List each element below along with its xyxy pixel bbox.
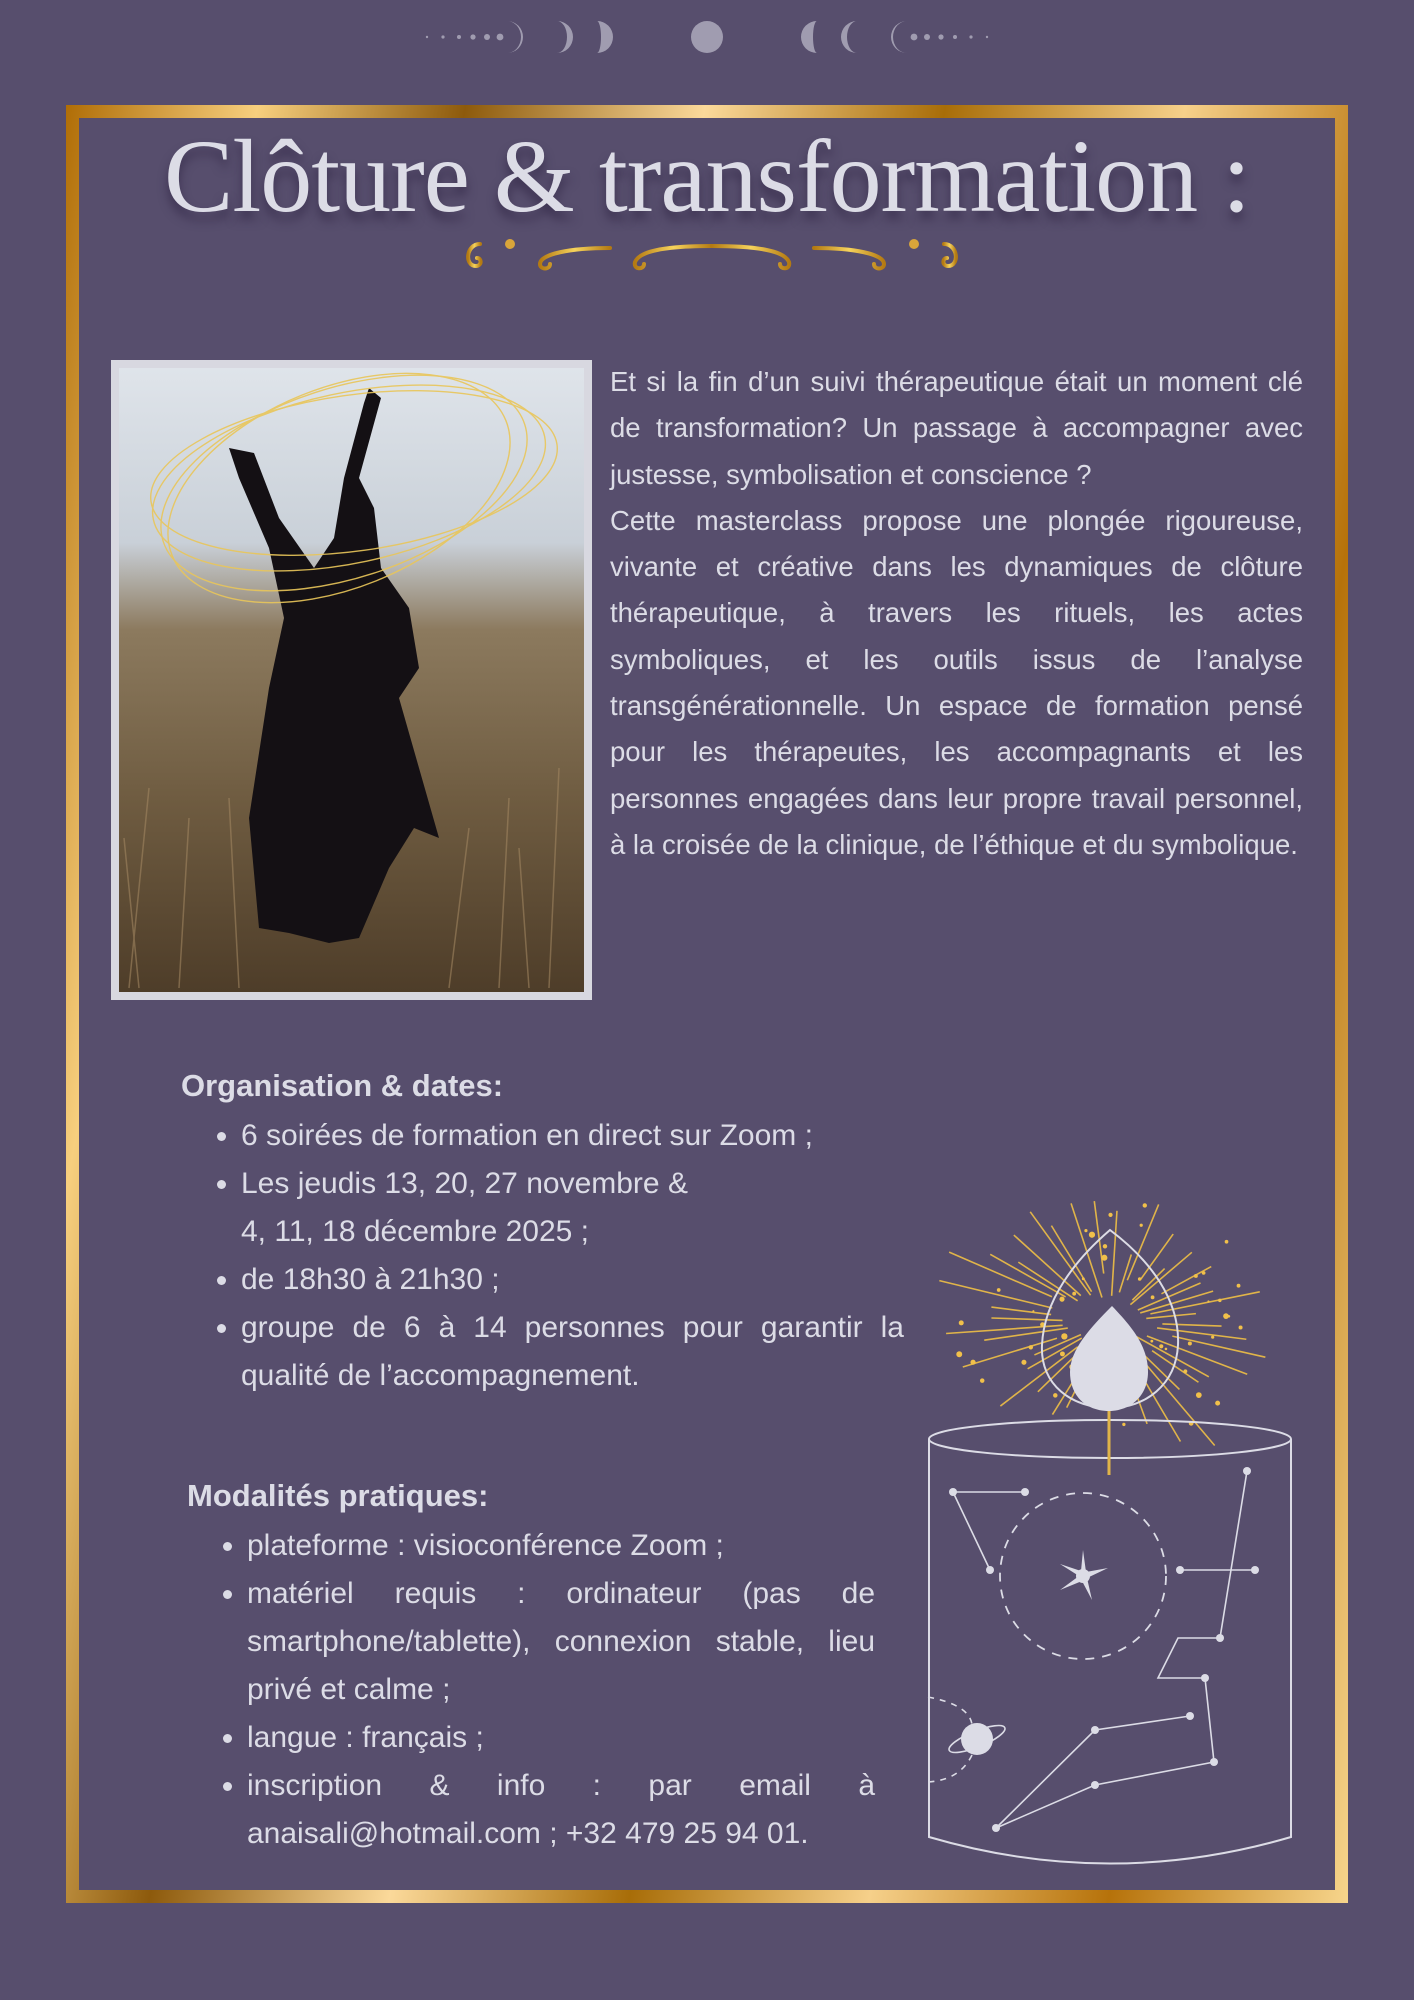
sparkle (1165, 1348, 1168, 1351)
sparkle (1138, 1277, 1142, 1281)
ray (991, 1318, 1062, 1320)
sparkle (997, 1288, 1001, 1292)
sparkle (1183, 1369, 1187, 1373)
list-item: • de 18h30 à 21h30 ; (241, 1256, 904, 1304)
sparkle (1150, 1340, 1153, 1343)
intro-text (610, 359, 1303, 868)
sparkle (956, 1351, 962, 1357)
sparkle (1059, 1297, 1064, 1302)
modalites-heading: Modalités pratiques: (187, 1478, 489, 1513)
sparkle (1101, 1255, 1107, 1261)
ray (991, 1307, 1051, 1315)
sparkle (1237, 1284, 1241, 1288)
intro-paragraph-2: Cette masterclass propose une plongée rigoureuse, vivante et créative dans les dynamiques de clôture thérapeutique, à travers les rituels, les actes symboliques, et les outils issus de l’analyse transgénérationnelle. Un espace de formation pensé pour les thérapeutes, les accompagnants et les personnes engagées dans leur propre travail personnel, à la croisée de la clinique, de l’éthique et du symbolique. (610, 504, 1303, 860)
sparkle (959, 1320, 964, 1325)
sparkle (1202, 1271, 1206, 1275)
sparkle (1082, 1277, 1085, 1280)
sparkle (1159, 1344, 1163, 1348)
sparkle (1061, 1333, 1067, 1339)
ray (1132, 1269, 1164, 1301)
sparkle (1225, 1240, 1229, 1244)
sparkle (1239, 1326, 1243, 1330)
list-item: • Les jeudis 13, 20, 27 novembre & 4, 11, 18 décembre 2025 ; (241, 1160, 904, 1256)
list-item: • matériel requis : ordinateur (pas de smartphone/tablette), connexion stable, lieu privé et calme ; (247, 1570, 875, 1714)
sparkle (980, 1378, 985, 1383)
sparkle (1108, 1213, 1112, 1217)
page-title: Clôture & transformation : (163, 119, 1250, 234)
sparkle (970, 1360, 975, 1365)
sparkle (1053, 1393, 1057, 1397)
list-item: • inscription & info : par email à anaisali@hotmail.com ; +32 479 25 94 01. (247, 1762, 875, 1858)
modalites-section (187, 1474, 875, 1858)
list-item: • langue : français ; (247, 1714, 875, 1762)
sparkle (1140, 1224, 1143, 1227)
flame-icon (1070, 1306, 1148, 1411)
sparkle (1218, 1299, 1221, 1302)
ray (1051, 1226, 1091, 1292)
sparkle (1196, 1392, 1202, 1398)
ray (1146, 1365, 1214, 1446)
sparkle (1060, 1351, 1065, 1356)
sparkle (1072, 1292, 1076, 1296)
sparkle (1151, 1295, 1155, 1299)
ray (1000, 1347, 1077, 1406)
sparkle (1188, 1342, 1192, 1346)
gold-flourish-ornament (460, 236, 964, 276)
dancer-photo (111, 360, 592, 1000)
ray (1140, 1291, 1213, 1313)
ray (1172, 1336, 1265, 1357)
sparkle (1211, 1336, 1214, 1339)
list-item: • groupe de 6 à 14 personnes pour garantir la qualité de l’accompagnement. (241, 1304, 904, 1400)
dancer-silhouette (229, 388, 439, 943)
sparkle (1215, 1401, 1220, 1406)
sparkle (1032, 1310, 1034, 1312)
ray (939, 1281, 1052, 1308)
sparkle (1143, 1203, 1147, 1207)
sparkle (1084, 1229, 1087, 1232)
ray (1146, 1314, 1196, 1319)
sparkle (1021, 1360, 1026, 1365)
sparkle (1122, 1423, 1125, 1426)
sparkle (1228, 1315, 1231, 1318)
intro-paragraph-1: Et si la fin d’un suivi thérapeutique était un moment clé de transformation? Un passage à accompagner avec justesse, symbolisation et conscience ? (610, 366, 1303, 490)
star-icon (1060, 1550, 1108, 1600)
organisation-heading: Organisation & dates: (181, 1068, 504, 1103)
sparkle (1089, 1232, 1095, 1238)
sparkle (1029, 1345, 1033, 1349)
celestial-candle-illustration (900, 1150, 1300, 1880)
moon-phases-icon (407, 14, 1007, 60)
organisation-section (181, 1064, 904, 1400)
sparkle (1103, 1244, 1107, 1248)
sparkle (1194, 1274, 1198, 1278)
sparkle (1207, 1300, 1209, 1302)
list-item: • plateforme : visioconférence Zoom ; (247, 1522, 875, 1570)
ray (1157, 1328, 1246, 1339)
ray (1162, 1324, 1221, 1326)
list-item: • 6 soirées de formation en direct sur Zoom ; (241, 1112, 904, 1160)
ray (1127, 1204, 1158, 1280)
ray (1112, 1211, 1117, 1296)
